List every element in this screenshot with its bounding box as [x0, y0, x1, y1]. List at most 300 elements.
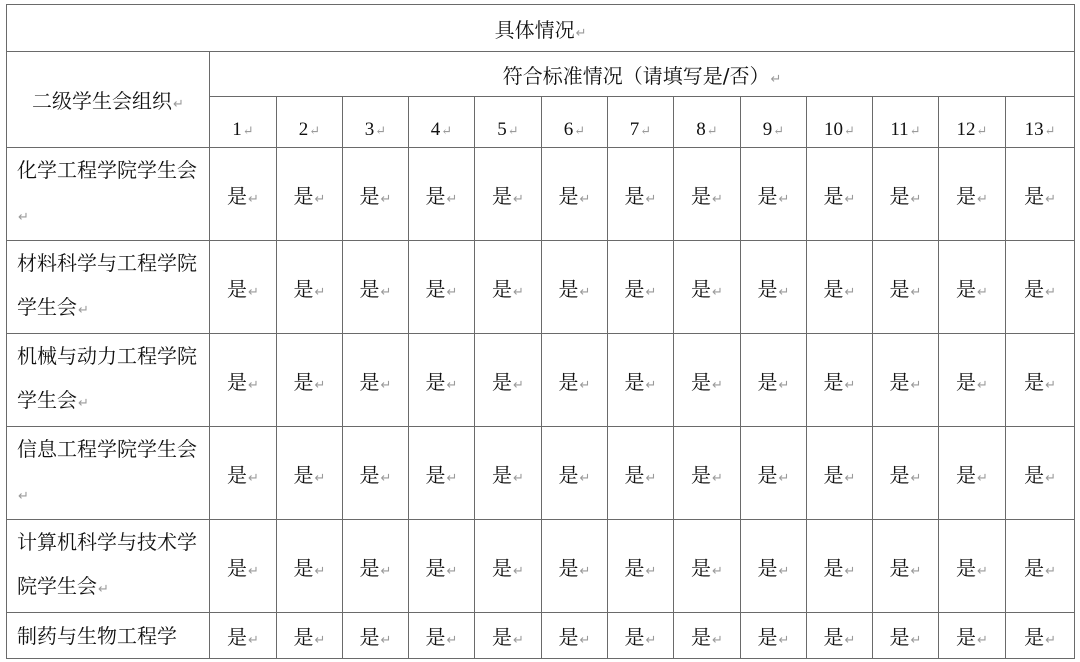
- value-cell: [939, 613, 1006, 659]
- paragraph-mark-icon: ↵: [844, 123, 855, 138]
- paragraph-mark-icon: ↵: [18, 210, 29, 225]
- value-text: 是: [425, 276, 446, 301]
- paragraph-mark-icon: ↵: [778, 284, 790, 300]
- value-text: 是: [1024, 276, 1045, 301]
- column-number-cell: [608, 97, 674, 148]
- paragraph-mark-icon: ↵: [579, 563, 591, 579]
- org-name: 化学工程学院学生会: [17, 158, 197, 182]
- paragraph-mark-icon: ↵: [513, 191, 524, 207]
- value-cell: [674, 241, 741, 334]
- paragraph-mark-icon: ↵: [1045, 470, 1057, 486]
- paragraph-mark-icon: ↵: [248, 191, 259, 207]
- paragraph-mark-icon: ↵: [380, 284, 392, 300]
- value-cell: [475, 334, 542, 427]
- value-cell: [1006, 520, 1075, 613]
- value-text: 是: [425, 625, 446, 649]
- value-text: 是: [691, 183, 712, 208]
- paragraph-mark-icon: ↵: [579, 470, 591, 486]
- value-cell: [741, 241, 807, 334]
- value-text: 是: [1024, 625, 1045, 649]
- paragraph-mark-icon: ↵: [579, 377, 591, 393]
- value-text: 是: [1024, 555, 1045, 580]
- table-row: [7, 427, 1075, 520]
- paragraph-mark-icon: ↵: [513, 563, 524, 579]
- paragraph-mark-icon: ↵: [380, 633, 392, 648]
- paragraph-mark-icon: ↵: [309, 123, 321, 138]
- value-cell: [343, 334, 409, 427]
- paragraph-mark-icon: ↵: [770, 71, 782, 87]
- value-cell: [210, 613, 277, 659]
- paragraph-mark-icon: ↵: [314, 377, 326, 393]
- value-cell: [277, 334, 343, 427]
- value-cell: [409, 613, 475, 659]
- paragraph-mark-icon: ↵: [446, 470, 458, 486]
- value-text: 是: [492, 276, 513, 301]
- value-text: 是: [956, 369, 977, 394]
- paragraph-mark-icon: ↵: [513, 377, 524, 393]
- column-number: 7: [629, 119, 640, 140]
- value-cell: [343, 520, 409, 613]
- value-text: 是: [624, 276, 645, 301]
- value-text: 是: [624, 625, 645, 649]
- table-title: 具体情况: [494, 17, 575, 42]
- column-number: 3: [364, 119, 375, 140]
- org-name: 制药与生物工程学: [17, 623, 177, 648]
- value-text: 是: [757, 555, 778, 580]
- value-text: 是: [691, 276, 712, 301]
- org-header-cell: [7, 52, 210, 148]
- paragraph-mark-icon: ↵: [513, 633, 524, 648]
- value-cell: [343, 427, 409, 520]
- column-number: 4: [430, 119, 441, 140]
- value-text: 是: [227, 276, 248, 301]
- value-cell: [873, 334, 939, 427]
- value-text: 是: [624, 555, 645, 580]
- paragraph-mark-icon: ↵: [1045, 377, 1057, 393]
- paragraph-mark-icon: ↵: [844, 377, 856, 393]
- paragraph-mark-icon: ↵: [977, 191, 988, 207]
- value-text: 是: [889, 625, 910, 649]
- paragraph-mark-icon: ↵: [909, 123, 921, 138]
- value-cell: [873, 148, 939, 241]
- paragraph-mark-icon: ↵: [645, 377, 657, 393]
- column-number: 1: [232, 119, 242, 140]
- value-cell: [807, 613, 873, 659]
- value-text: 是: [492, 369, 513, 394]
- paragraph-mark-icon: ↵: [910, 284, 922, 300]
- value-text: 是: [624, 183, 645, 208]
- value-text: 是: [624, 369, 645, 394]
- paragraph-mark-icon: ↵: [645, 470, 657, 486]
- value-text: 是: [956, 462, 977, 487]
- paragraph-mark-icon: ↵: [446, 377, 458, 393]
- paragraph-mark-icon: ↵: [977, 563, 988, 579]
- org-name: 机械与动力工程学院学生会: [17, 344, 197, 412]
- value-text: 是: [227, 555, 248, 580]
- paragraph-mark-icon: ↵: [844, 191, 856, 207]
- value-cell: [542, 334, 608, 427]
- paragraph-mark-icon: ↵: [507, 123, 519, 138]
- value-cell: [210, 427, 277, 520]
- value-cell: [277, 148, 343, 241]
- paragraph-mark-icon: ↵: [579, 633, 591, 648]
- value-cell: [674, 148, 741, 241]
- paragraph-mark-icon: ↵: [380, 563, 392, 579]
- paragraph-mark-icon: ↵: [977, 633, 988, 648]
- value-cell: [939, 427, 1006, 520]
- value-cell: [873, 427, 939, 520]
- value-cell: [939, 520, 1006, 613]
- paragraph-mark-icon: ↵: [712, 377, 723, 393]
- paragraph-mark-icon: ↵: [778, 470, 790, 486]
- paragraph-mark-icon: ↵: [844, 470, 856, 486]
- column-number-cell: [741, 97, 807, 148]
- org-name-cell: [7, 520, 210, 613]
- value-text: 是: [691, 462, 712, 487]
- org-name-cell: [7, 241, 210, 334]
- value-text: 是: [691, 555, 712, 580]
- value-text: 是: [227, 462, 248, 487]
- value-text: 是: [956, 276, 977, 301]
- value-text: 是: [823, 555, 844, 580]
- header-row: [7, 52, 1075, 97]
- value-cell: [1006, 613, 1075, 659]
- org-name: 计算机科学与技术学院学生会: [17, 530, 197, 598]
- value-cell: [939, 148, 1006, 241]
- paragraph-mark-icon: ↵: [640, 123, 652, 138]
- org-name-cell: [7, 613, 210, 659]
- paragraph-mark-icon: ↵: [242, 123, 254, 138]
- value-text: 是: [956, 625, 977, 649]
- paragraph-mark-icon: ↵: [446, 563, 458, 579]
- column-number: 9: [762, 119, 773, 140]
- paragraph-mark-icon: ↵: [778, 633, 790, 648]
- value-cell: [608, 613, 674, 659]
- value-cell: [210, 148, 277, 241]
- value-text: 是: [757, 462, 778, 487]
- value-cell: [409, 520, 475, 613]
- org-name: 材料科学与工程学院学生会: [17, 251, 197, 319]
- value-text: 是: [227, 183, 248, 208]
- value-cell: [210, 334, 277, 427]
- value-cell: [277, 520, 343, 613]
- column-number: 5: [497, 119, 507, 140]
- status-table: [6, 4, 1075, 659]
- value-text: 是: [359, 555, 380, 580]
- paragraph-mark-icon: ↵: [645, 563, 657, 579]
- value-text: 是: [359, 276, 380, 301]
- paragraph-mark-icon: ↵: [173, 97, 184, 112]
- table-row: [7, 520, 1075, 613]
- value-text: 是: [956, 555, 977, 580]
- paragraph-mark-icon: ↵: [645, 284, 657, 300]
- value-text: 是: [558, 276, 579, 301]
- value-cell: [674, 613, 741, 659]
- paragraph-mark-icon: ↵: [977, 377, 988, 393]
- paragraph-mark-icon: ↵: [773, 123, 785, 138]
- column-number-cell: [343, 97, 409, 148]
- paragraph-mark-icon: ↵: [1045, 563, 1057, 579]
- column-number-cell: [873, 97, 939, 148]
- value-text: 是: [823, 183, 844, 208]
- standard-header: 符合标准情况（请填写是/否）: [502, 63, 770, 88]
- value-text: 是: [425, 369, 446, 394]
- paragraph-mark-icon: ↵: [910, 470, 922, 486]
- value-text: 是: [823, 462, 844, 487]
- value-text: 是: [889, 462, 910, 487]
- value-cell: [475, 520, 542, 613]
- value-cell: [939, 241, 1006, 334]
- value-text: 是: [558, 369, 579, 394]
- paragraph-mark-icon: ↵: [977, 284, 988, 300]
- paragraph-mark-icon: ↵: [778, 191, 790, 207]
- value-text: 是: [293, 462, 314, 487]
- value-text: 是: [492, 183, 513, 208]
- value-cell: [475, 427, 542, 520]
- paragraph-mark-icon: ↵: [712, 284, 723, 300]
- column-number-cell: [409, 97, 475, 148]
- value-cell: [343, 613, 409, 659]
- paragraph-mark-icon: ↵: [248, 470, 259, 486]
- value-cell: [210, 520, 277, 613]
- value-cell: [873, 520, 939, 613]
- paragraph-mark-icon: ↵: [78, 303, 89, 318]
- paragraph-mark-icon: ↵: [446, 633, 458, 648]
- value-cell: [741, 334, 807, 427]
- value-cell: [807, 427, 873, 520]
- table-title-cell: [7, 5, 1075, 52]
- paragraph-mark-icon: ↵: [446, 284, 458, 300]
- value-cell: [475, 613, 542, 659]
- value-text: 是: [359, 369, 380, 394]
- paragraph-mark-icon: ↵: [844, 284, 856, 300]
- value-text: 是: [757, 625, 778, 649]
- value-cell: [807, 148, 873, 241]
- value-cell: [608, 520, 674, 613]
- paragraph-mark-icon: ↵: [513, 470, 524, 486]
- column-number: 11: [890, 119, 909, 140]
- paragraph-mark-icon: ↵: [314, 470, 326, 486]
- value-cell: [542, 427, 608, 520]
- value-text: 是: [558, 555, 579, 580]
- org-name-cell: [7, 148, 210, 241]
- paragraph-mark-icon: ↵: [441, 123, 453, 138]
- paragraph-mark-icon: ↵: [574, 123, 586, 138]
- value-cell: [475, 148, 542, 241]
- value-cell: [542, 241, 608, 334]
- value-cell: [608, 427, 674, 520]
- paragraph-mark-icon: ↵: [645, 633, 657, 648]
- column-number-cell: [939, 97, 1006, 148]
- value-cell: [1006, 148, 1075, 241]
- paragraph-mark-icon: ↵: [706, 123, 718, 138]
- value-text: 是: [823, 276, 844, 301]
- value-cell: [277, 241, 343, 334]
- value-text: 是: [823, 369, 844, 394]
- value-text: 是: [889, 276, 910, 301]
- column-number: 2: [298, 119, 309, 140]
- value-text: 是: [227, 369, 248, 394]
- paragraph-mark-icon: ↵: [18, 489, 29, 504]
- value-text: 是: [558, 625, 579, 649]
- paragraph-mark-icon: ↵: [248, 284, 259, 300]
- value-cell: [1006, 241, 1075, 334]
- value-text: 是: [558, 462, 579, 487]
- column-number-cell: [674, 97, 741, 148]
- value-cell: [210, 241, 277, 334]
- paragraph-mark-icon: ↵: [844, 633, 856, 648]
- org-name-cell: [7, 427, 210, 520]
- paragraph-mark-icon: ↵: [910, 377, 922, 393]
- column-number-cell: [475, 97, 542, 148]
- table-body: [7, 5, 1075, 659]
- value-cell: [409, 148, 475, 241]
- value-cell: [343, 241, 409, 334]
- value-text: 是: [889, 555, 910, 580]
- value-cell: [807, 520, 873, 613]
- paragraph-mark-icon: ↵: [575, 25, 587, 41]
- paragraph-mark-icon: ↵: [910, 563, 922, 579]
- column-number: 12: [956, 119, 976, 140]
- paragraph-mark-icon: ↵: [712, 191, 723, 207]
- value-text: 是: [359, 183, 380, 208]
- value-cell: [409, 427, 475, 520]
- value-cell: [939, 334, 1006, 427]
- paragraph-mark-icon: ↵: [314, 633, 326, 648]
- value-text: 是: [691, 625, 712, 649]
- column-number-cell: [542, 97, 608, 148]
- column-number-cell: [1006, 97, 1075, 148]
- paragraph-mark-icon: ↵: [844, 563, 856, 579]
- paragraph-mark-icon: ↵: [910, 191, 922, 207]
- value-text: 是: [492, 462, 513, 487]
- value-text: 是: [889, 369, 910, 394]
- value-text: 是: [1024, 462, 1045, 487]
- value-text: 是: [492, 625, 513, 649]
- value-cell: [542, 613, 608, 659]
- value-cell: [1006, 427, 1075, 520]
- value-cell: [674, 334, 741, 427]
- paragraph-mark-icon: ↵: [98, 582, 109, 597]
- paragraph-mark-icon: ↵: [778, 377, 790, 393]
- value-text: 是: [293, 369, 314, 394]
- standard-header-cell: [210, 52, 1075, 97]
- paragraph-mark-icon: ↵: [78, 396, 89, 411]
- paragraph-mark-icon: ↵: [314, 563, 326, 579]
- paragraph-mark-icon: ↵: [314, 191, 326, 207]
- value-cell: [277, 427, 343, 520]
- value-cell: [409, 241, 475, 334]
- value-cell: [343, 148, 409, 241]
- value-text: 是: [757, 183, 778, 208]
- paragraph-mark-icon: ↵: [1045, 191, 1057, 207]
- paragraph-mark-icon: ↵: [712, 470, 723, 486]
- value-cell: [741, 148, 807, 241]
- value-cell: [807, 241, 873, 334]
- paragraph-mark-icon: ↵: [380, 191, 392, 207]
- paragraph-mark-icon: ↵: [977, 470, 988, 486]
- value-cell: [741, 520, 807, 613]
- org-name: 信息工程学院学生会: [17, 437, 197, 461]
- paragraph-mark-icon: ↵: [1045, 633, 1057, 648]
- column-number: 8: [696, 119, 706, 140]
- paragraph-mark-icon: ↵: [248, 563, 259, 579]
- value-cell: [741, 613, 807, 659]
- value-text: 是: [425, 462, 446, 487]
- value-cell: [608, 241, 674, 334]
- table-row: [7, 613, 1075, 659]
- value-cell: [674, 520, 741, 613]
- value-cell: [608, 334, 674, 427]
- paragraph-mark-icon: ↵: [375, 123, 387, 138]
- value-text: 是: [691, 369, 712, 394]
- value-text: 是: [293, 183, 314, 208]
- value-cell: [674, 427, 741, 520]
- value-text: 是: [293, 625, 314, 649]
- value-cell: [741, 427, 807, 520]
- paragraph-mark-icon: ↵: [579, 284, 591, 300]
- value-text: 是: [227, 625, 248, 649]
- table-row: [7, 241, 1075, 334]
- column-number: 10: [824, 119, 844, 140]
- value-text: 是: [558, 183, 579, 208]
- value-text: 是: [956, 183, 977, 208]
- value-text: 是: [293, 276, 314, 301]
- paragraph-mark-icon: ↵: [712, 633, 723, 648]
- value-text: 是: [757, 369, 778, 394]
- value-text: 是: [1024, 183, 1045, 208]
- column-number-cell: [277, 97, 343, 148]
- title-row: [7, 5, 1075, 52]
- value-text: 是: [359, 462, 380, 487]
- value-cell: [873, 613, 939, 659]
- paragraph-mark-icon: ↵: [976, 123, 988, 138]
- value-text: 是: [757, 276, 778, 301]
- paragraph-mark-icon: ↵: [910, 633, 922, 648]
- paragraph-mark-icon: ↵: [645, 191, 657, 207]
- paragraph-mark-icon: ↵: [1044, 123, 1056, 138]
- value-cell: [542, 148, 608, 241]
- paragraph-mark-icon: ↵: [380, 470, 392, 486]
- value-cell: [277, 613, 343, 659]
- paragraph-mark-icon: ↵: [314, 284, 326, 300]
- paragraph-mark-icon: ↵: [446, 191, 458, 207]
- paragraph-mark-icon: ↵: [248, 633, 259, 648]
- paragraph-mark-icon: ↵: [712, 563, 723, 579]
- value-text: 是: [293, 555, 314, 580]
- paragraph-mark-icon: ↵: [579, 191, 591, 207]
- column-number: 13: [1024, 119, 1044, 140]
- table-row: [7, 334, 1075, 427]
- value-text: 是: [624, 462, 645, 487]
- column-number-cell: [210, 97, 277, 148]
- value-text: 是: [889, 183, 910, 208]
- value-cell: [475, 241, 542, 334]
- value-text: 是: [492, 555, 513, 580]
- value-cell: [608, 148, 674, 241]
- value-cell: [409, 334, 475, 427]
- org-header: 二级学生会组织: [32, 89, 173, 113]
- paragraph-mark-icon: ↵: [380, 377, 392, 393]
- paragraph-mark-icon: ↵: [248, 377, 259, 393]
- value-text: 是: [1024, 369, 1045, 394]
- value-cell: [542, 520, 608, 613]
- value-cell: [873, 241, 939, 334]
- value-cell: [807, 334, 873, 427]
- value-text: 是: [425, 183, 446, 208]
- column-number-cell: [807, 97, 873, 148]
- table-row: [7, 148, 1075, 241]
